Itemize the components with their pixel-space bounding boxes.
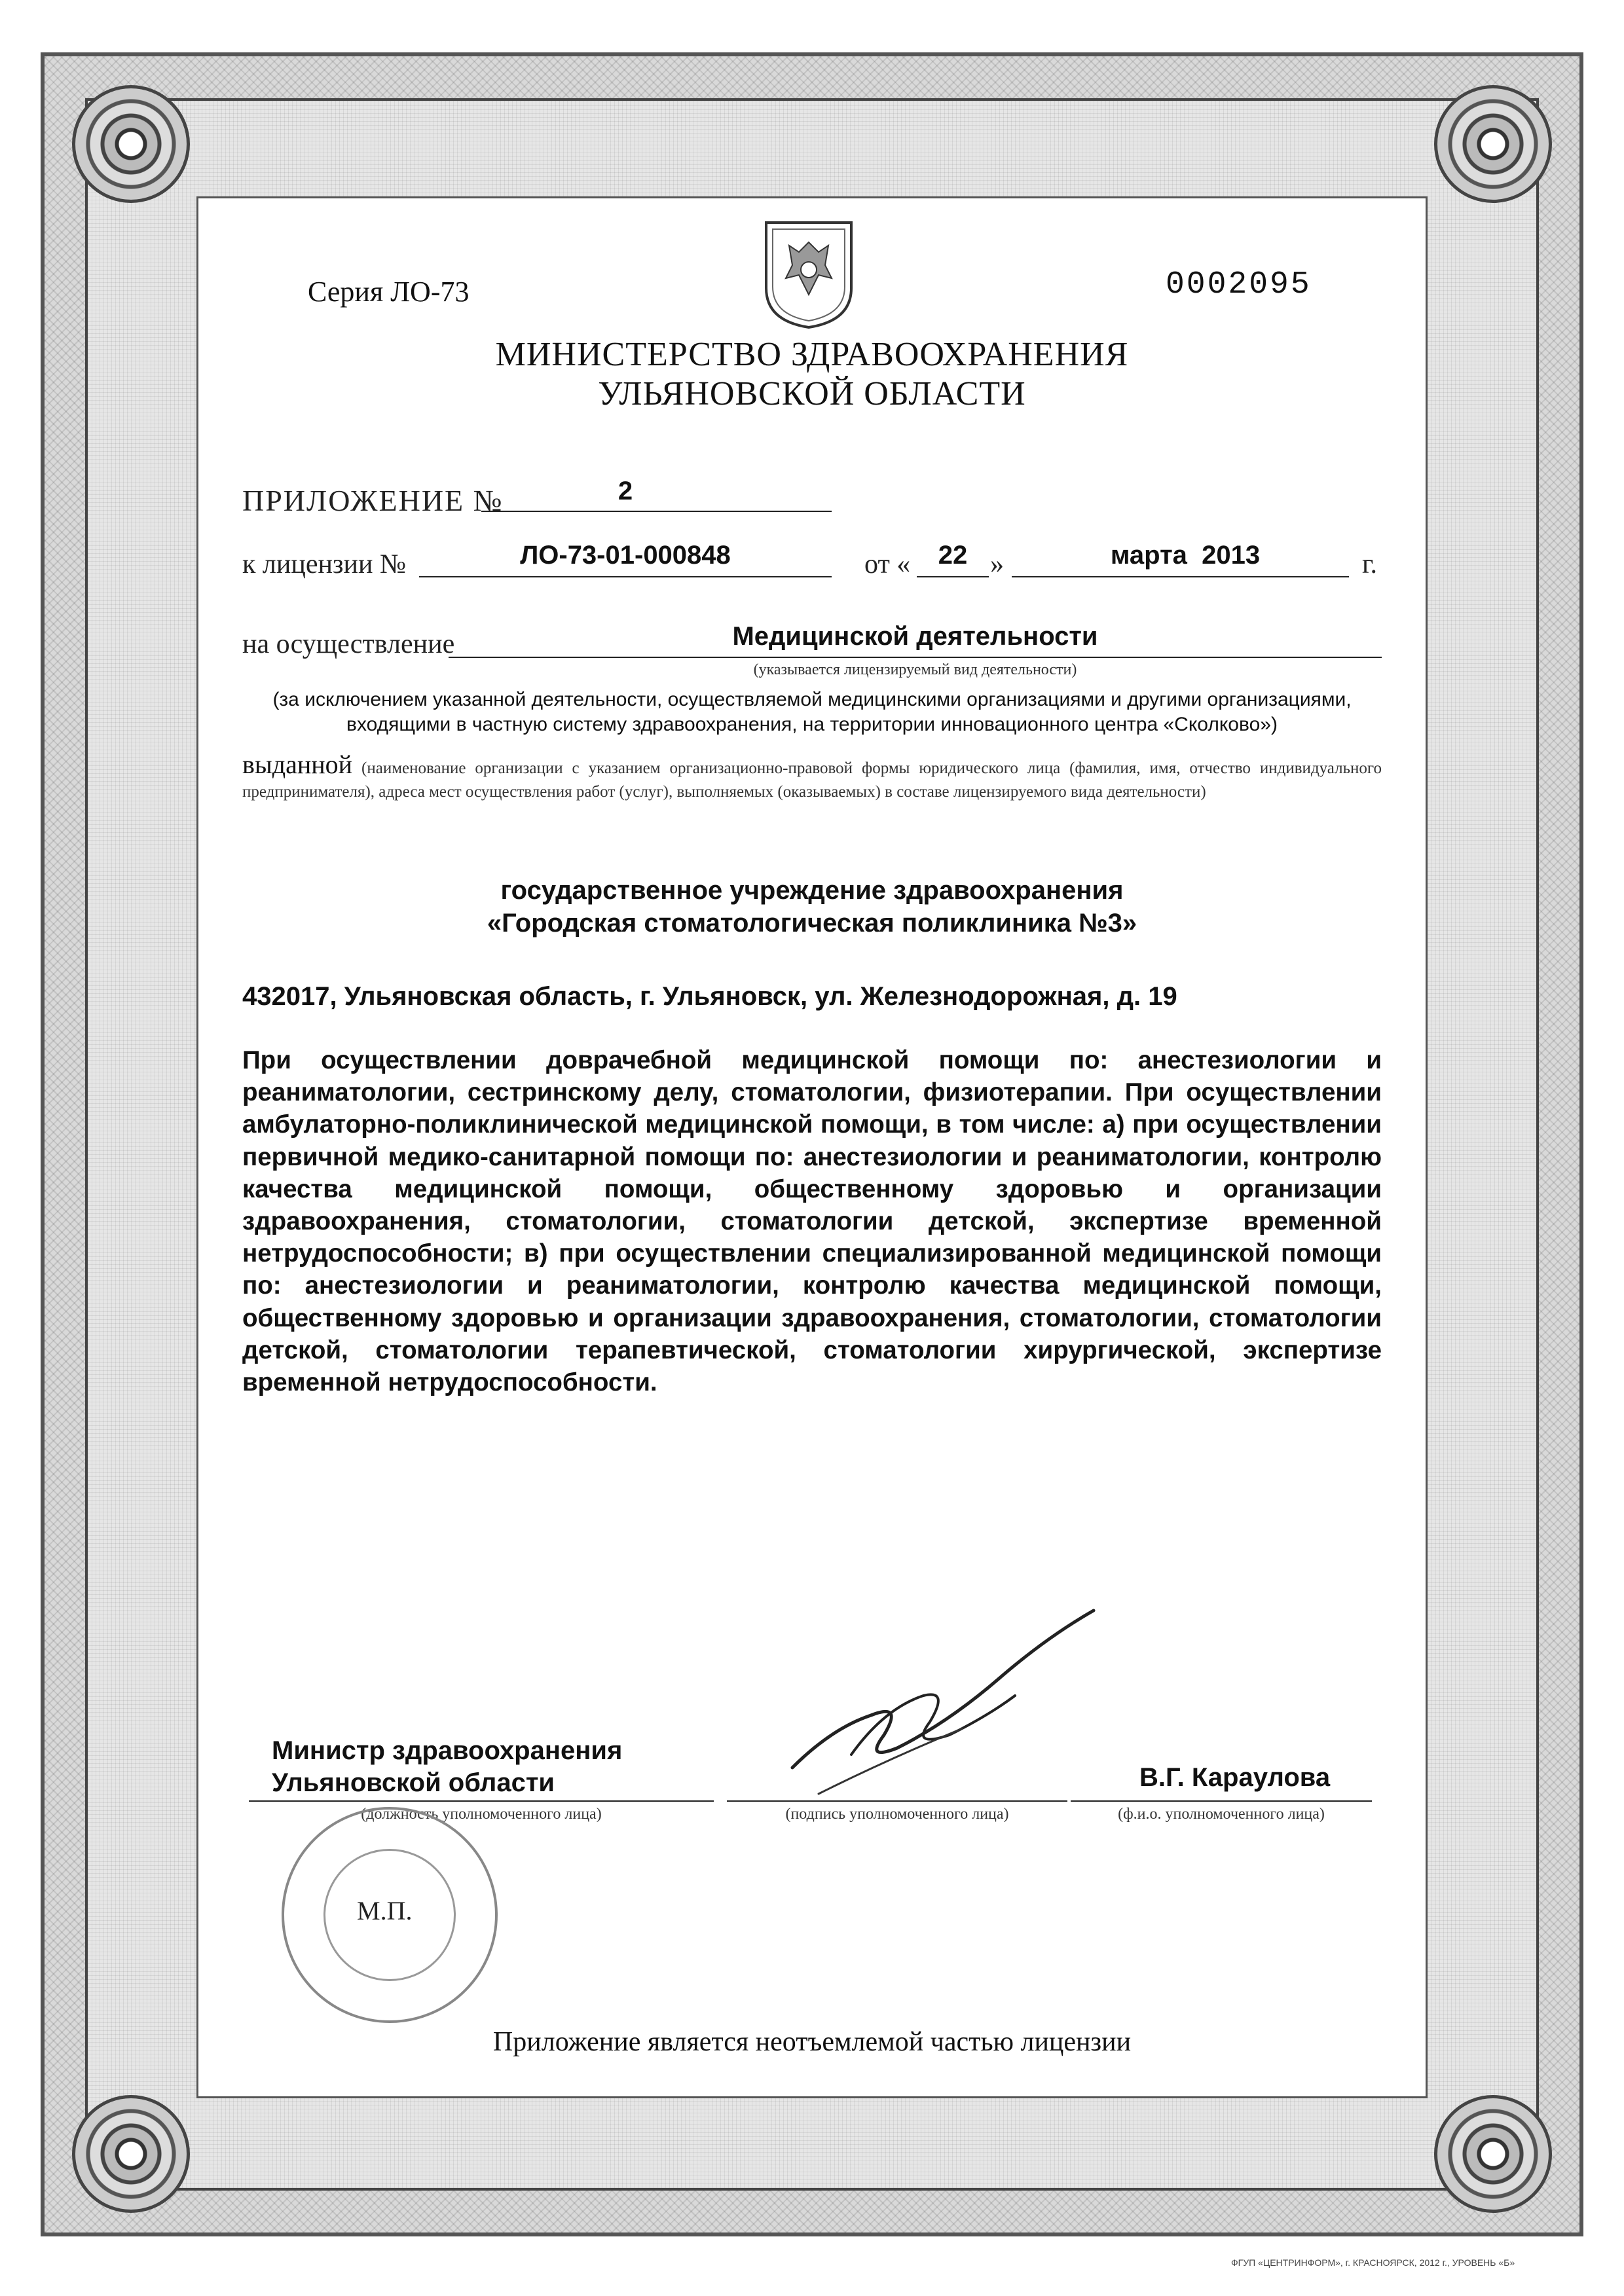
signature-hint: (подпись уполномоченного лица) [785,1806,1009,1823]
appendix-number: 2 [618,477,633,505]
organization-line2: «Городская стоматологическая поликлиника №3» [487,909,1137,938]
license-number: ЛО-73-01-000848 [520,541,731,570]
license-month-underline [1012,576,1349,577]
footer-note: Приложение является неотъемлемой частью лицензии [492,2027,1132,2057]
activity-hint: (указывается лицензируемый вид деятельности) [753,661,1077,678]
license-year-suffix: г. [1362,549,1377,579]
stamp-place-label: М.П. [357,1896,413,1925]
organization-name [196,874,1428,939]
activity-underline [449,657,1382,658]
coat-of-arms-emblem-icon [760,216,858,331]
license-day-underline [917,576,989,577]
ministry-title-line1: МИНИСТЕРСТВО ЗДРАВООХРАНЕНИЯ [495,336,1129,373]
appendix-label: ПРИЛОЖЕНИЕ № [242,484,504,517]
position-underline [249,1800,714,1802]
organization-line1: государственное учреждение здравоохранения [500,876,1124,905]
activity-label: на осуществление [242,629,455,659]
corner-rosette-top-left [72,85,190,203]
license-date-from-label: от « [864,549,911,579]
ministry-title-line2: УЛЬЯНОВСКОЙ ОБЛАСТИ [598,375,1026,412]
license-month-year: марта 2013 [1110,541,1261,570]
activity-exclusion-line1: (за исключением указанной деятельности, осуществляемой медицинскими организациями и другими организациями, [272,689,1352,710]
license-underline [419,576,832,577]
corner-rosette-bottom-right [1434,2095,1552,2213]
issued-lead: выданной [242,750,353,779]
license-label: к лицензии № [242,549,407,579]
activity-exclusion-line2: входящими в частную систему здравоохранения, на территории инновационного центра «Сколково») [346,714,1278,735]
signatory-position-line2: Ульяновской области [272,1768,555,1797]
organization-address: 432017, Ульяновская область, г. Ульяновск, ул. Железнодорожная, д. 19 [242,982,1177,1011]
signatory-position [272,1735,622,1799]
issued-to-block [242,750,1382,804]
name-hint: (ф.и.о. уполномоченного лица) [1118,1806,1325,1823]
license-day-close: » [990,549,1004,579]
form-number: 0002095 [1166,267,1312,302]
activity-value: Медицинской деятельности [732,622,1098,651]
corner-rosette-top-right [1434,85,1552,203]
handwritten-signature [753,1597,1120,1807]
services-description: При осуществлении доврачебной медицинской помощи по: анестезиологии и реаниматологии, сестринскому делу, стоматологии, физиотерапии. При осуществлении амбулаторно-поликлинической медицинской помощи, в том числе: а) при осуществлении первичной медико-санитарной помощи по: анестезиологии и реаниматологии, контролю качества медицинской помощи, общественному здоровью и организации здравоохранения, стоматологии, стоматологии детской, экспертизе временной нетрудоспособности; в) при осуществлении специализированной медицинской помощи по: анестезиологии и реаниматологии, контролю качества медицинской помощи, общественному здоровью и организации здравоохранения, стоматологии, стоматологии детской, стоматологии терапевтической, стоматологии хирургической, экспертизе временной нетрудоспособности. [242,1046,1382,1397]
license-day: 22 [938,541,968,570]
corner-rosette-bottom-left [72,2095,190,2213]
signatory-position-line1: Министр здравоохранения [272,1736,623,1765]
appendix-underline [481,511,832,512]
position-hint: (должность уполномоченного лица) [361,1806,602,1823]
series-label: Серия ЛО-73 [308,276,470,308]
signatory-name: В.Г. Караулова [1139,1763,1331,1792]
printer-imprint: ФГУП «ЦЕНТРИНФОРМ», г. КРАСНОЯРСК, 2012 г., УРОВЕНЬ «Б» [1231,2257,1515,2268]
issued-hint: (наименование организации с указанием организационно-правовой формы юридического лица (фамилия, имя, отчество индивидуального предпринимателя), адреса мест осуществления работ (услуг), выполняемых (оказываемых) в составе лицензируемого вида деятельности) [242,759,1382,801]
